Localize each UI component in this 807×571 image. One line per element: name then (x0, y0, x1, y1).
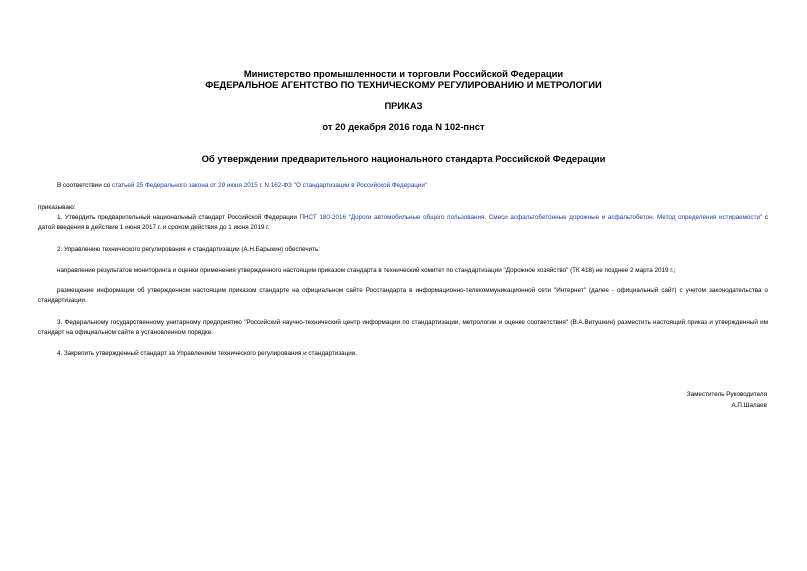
item-2a-paragraph: направление результатов мониторинга и оценки применения утвержденного настоящим приказом стандарта в технический комитет по стандартизации "Дорожное хозяйство" (ТК 418) не позднее 2 марта 2019 г.; (57, 267, 676, 274)
item-1-suffix: с датой введения в действие 1 июня 2017 г. и сроком действия до 1 июня 2019 г. (38, 214, 768, 231)
order-word: приказываю: (38, 204, 76, 211)
agency-name: ФЕДЕРАЛЬНОЕ АГЕНТСТВО ПО ТЕХНИЧЕСКОМУ РЕГУЛИРОВАНИЮ И МЕТРОЛОГИИ (205, 79, 602, 90)
item-1-paragraph (38, 213, 768, 233)
item-1-prefix: 1. Утвердить предварительный национальный стандарт Российской Федерации (57, 214, 300, 221)
ministry-name: Министерство промышленности и торговли Российской Федерации (243, 68, 564, 79)
preamble-paragraph (57, 181, 427, 191)
item-3-paragraph: 3. Федеральному государственному унитарному предприятию "Российский научно-технический центр информации по стандартизации, метрологии и оценке соответствия" (В.А.Витушкин) разместить настоящий приказ и утвержденный им стандарт на официальном сайте в установленном порядке. (38, 319, 768, 336)
document-date-number: от 20 декабря 2016 года N 102-пнст (322, 121, 485, 132)
item-2-paragraph: 2. Управлению технического регулирования и стандартизации (А.Н.Барыкин) обеспечить: (57, 246, 321, 253)
preamble-prefix: В соответствии со (57, 182, 112, 189)
document-title: Об утверждении предварительного национального стандарта Российской Федерации (201, 153, 606, 164)
item-2b-paragraph: размещение информации об утвержденном настоящим приказом стандарте на официальном сайте Росстандарта в информационно-телекоммуникационной сети "Интернет" (далее - официальный сайт) с учетом законодательства о стандартизации. (38, 287, 768, 304)
standard-link[interactable]: ПНСТ 180-2016 "Дороги автомобильные общего пользования. Смеси асфальтобетонные дорожные и асфальтобетон. Метод определения истираемости" (299, 214, 763, 221)
signatory-position: Заместитель Руководителя (686, 391, 767, 398)
signatory-name: А.П.Шалаев (731, 402, 767, 409)
document-type: ПРИКАЗ (384, 100, 423, 111)
law-link[interactable]: статьей 25 Федерального закона от 29 июня 2015 г. N 162-ФЗ "О стандартизации в Российской Федерации" (111, 182, 428, 189)
item-4-paragraph: 4. Закрепить утвержденный стандарт за Управлением технического регулирования и стандартизации. (57, 350, 358, 357)
